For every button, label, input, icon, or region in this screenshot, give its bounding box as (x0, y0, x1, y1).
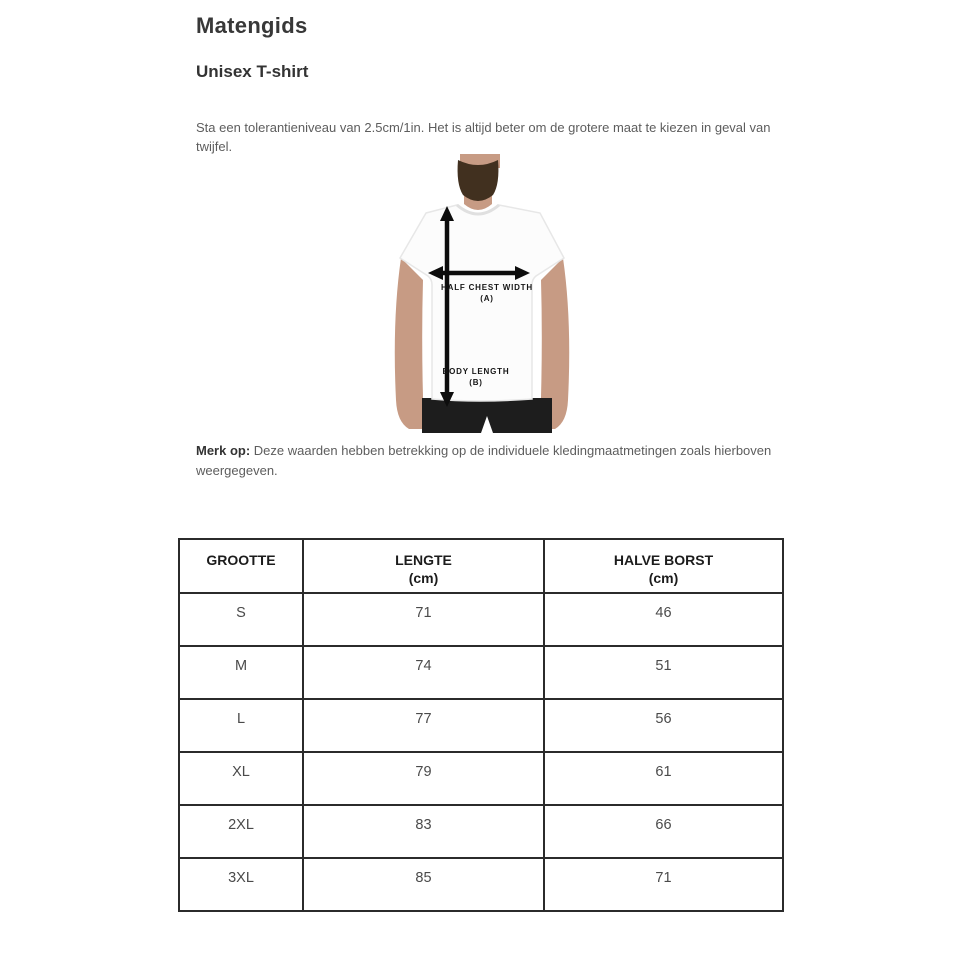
product-name: Unisex T-shirt (196, 62, 309, 81)
table-row-s (179, 593, 783, 646)
table-row-l (179, 699, 783, 752)
cell-size: S (179, 593, 303, 646)
table-row-2xl (179, 805, 783, 858)
cell-lengte: 71 (303, 593, 544, 646)
model-beard (458, 160, 499, 201)
half-chest-key: (A) (480, 294, 494, 303)
measurement-note (196, 441, 776, 481)
size-table-header-row (179, 539, 783, 593)
cell-size: M (179, 646, 303, 699)
cell-lengte: 79 (303, 752, 544, 805)
cell-size: L (179, 699, 303, 752)
table-row-3xl (179, 858, 783, 911)
cell-size: 2XL (179, 805, 303, 858)
cell-lengte: 77 (303, 699, 544, 752)
cell-size: XL (179, 752, 303, 805)
cell-halve-borst: 71 (544, 858, 783, 911)
cell-lengte: 74 (303, 646, 544, 699)
cell-halve-borst: 46 (544, 593, 783, 646)
measurement-diagram (372, 150, 592, 435)
table-row-xl (179, 752, 783, 805)
half-chest-label: HALF CHEST WIDTH (441, 283, 533, 292)
tshirt-model-photo (372, 150, 592, 435)
header-halve-borst (544, 539, 783, 593)
page-title: Matengids (196, 13, 308, 38)
header-halve-borst-unit: (cm) (648, 570, 679, 586)
cell-lengte: 85 (303, 858, 544, 911)
header-halve-borst-label: HALVE BORST (613, 552, 714, 568)
cell-halve-borst: 51 (544, 646, 783, 699)
header-lengte-label: LENGTE (395, 552, 452, 568)
body-length-key: (B) (469, 378, 483, 387)
model-pants (422, 398, 552, 433)
model-left-arm (395, 258, 424, 429)
cell-halve-borst: 56 (544, 699, 783, 752)
cell-halve-borst: 66 (544, 805, 783, 858)
cell-lengte: 83 (303, 805, 544, 858)
cell-size: 3XL (179, 858, 303, 911)
header-grootte-label: GROOTTE (206, 552, 276, 568)
size-table (178, 538, 784, 912)
cell-halve-borst: 61 (544, 752, 783, 805)
body-length-label: BODY LENGTH (442, 367, 510, 376)
header-lengte (303, 539, 544, 593)
note-label: Merk op: (196, 443, 251, 458)
note-body: Deze waarden hebben betrekking op de individuele kledingmaatmetingen zoals hierboven weergegeven. (196, 443, 772, 478)
header-grootte (179, 539, 303, 593)
table-row-m (179, 646, 783, 699)
tolerance-note: Sta een tolerantieniveau van 2.5cm/1in. Het is altijd beter om de grotere maat te kiezen in geval van twijfel. (196, 120, 771, 154)
header-lengte-unit: (cm) (408, 570, 439, 586)
